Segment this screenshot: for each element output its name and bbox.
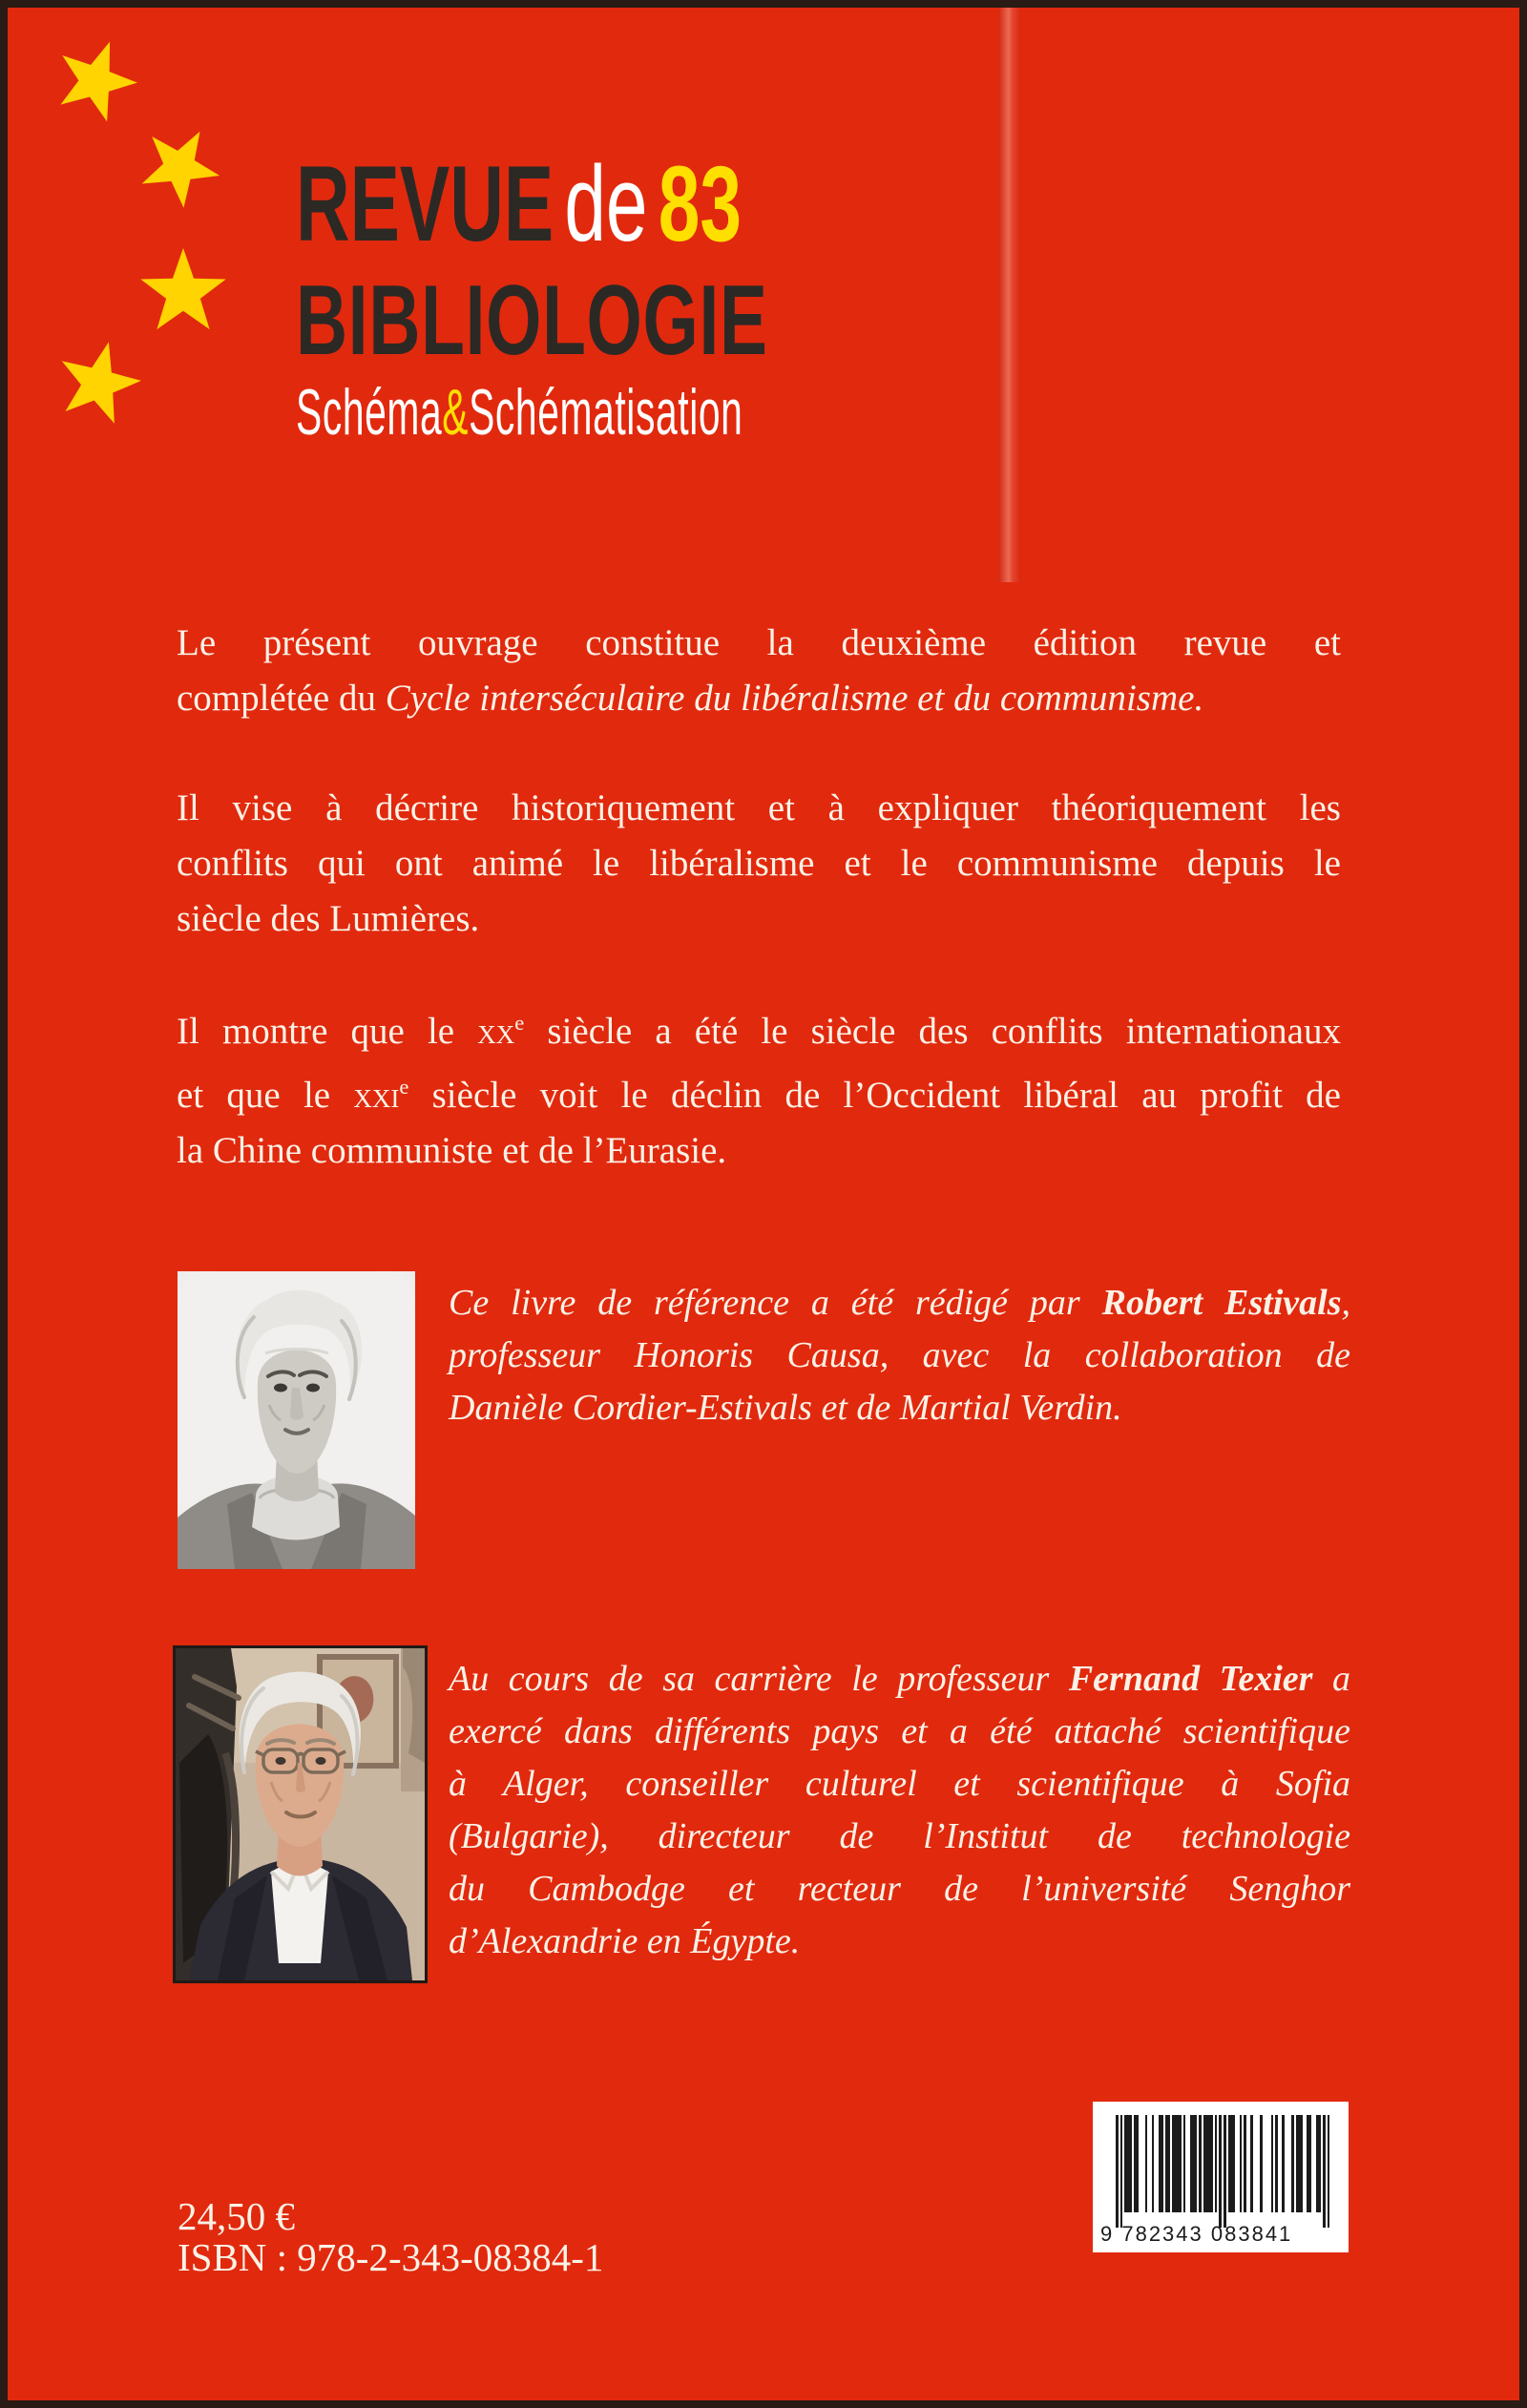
author-note-estivals — [449, 1277, 1350, 1434]
star-icon — [46, 331, 150, 435]
text-line: professeur Honoris Causa, avec la collaboration de — [449, 1335, 1350, 1375]
star-icon — [123, 111, 235, 222]
intro-paragraph-1 — [177, 616, 1341, 726]
robert-estivals-photo — [178, 1271, 415, 1569]
fernand-texier-photo — [173, 1645, 428, 1983]
star-icon — [138, 248, 228, 338]
text-line: siècle des Lumières. — [177, 898, 480, 939]
text-line: Danièle Cordier-Estivals et de Martial Verdin. — [449, 1388, 1122, 1428]
isbn-label: ISBN : 978-2-343-08384-1 — [178, 2235, 604, 2279]
text-line: Au cours de sa carrière le professeur Fernand Texier a — [449, 1659, 1351, 1699]
text-line: exercé dans différents pays et a été attaché scientifique — [449, 1711, 1350, 1751]
star-icon — [42, 28, 150, 136]
text-line: conflits qui ont animé le libéralisme et le communisme depuis le — [177, 843, 1341, 884]
text-line: et que le xxi$^e$ siècle voit le déclin de l’Occident libéral au profit de — [177, 1075, 1341, 1116]
text-line: d’Alexandrie en Égypte. — [449, 1921, 801, 1961]
barcode-bars — [1116, 2115, 1329, 2228]
text-line: complétée du Cycle interséculaire du libéralisme et du communisme. — [177, 678, 1204, 719]
author-note-texier — [449, 1653, 1350, 1968]
text-line: à Alger, conseiller culturel et scientifique à Sofia — [449, 1764, 1350, 1804]
text-line: Le présent ouvrage constitue la deuxième édition revue et — [177, 622, 1341, 663]
intro-paragraph-2 — [177, 781, 1341, 947]
logo-title-bibliologie: BIBLIOLOGIE — [296, 265, 768, 376]
cover-fold-seam — [998, 0, 1021, 582]
barcode — [1093, 2102, 1349, 2252]
barcode-number: 9 782343 083841 — [1100, 2222, 1293, 2246]
text-line: Il vise à décrire historiquement et à expliquer théoriquement les — [177, 787, 1341, 828]
text-line: du Cambodge et recteur de l’université Senghor — [449, 1869, 1350, 1909]
text-line: Il montre que le $xx^e$ siècle a été le siècle des conflits internationaux — [177, 1011, 1341, 1052]
logo-subtitle-schema-schematisation: Schéma&Schématisation — [296, 376, 743, 449]
text-line: (Bulgarie), directeur de l’Institut de technologie — [449, 1816, 1350, 1856]
price-label: 24,50 € — [178, 2194, 295, 2238]
intro-paragraph-3 — [177, 995, 1341, 1179]
logo-title-revue-de-83: REVUE de83 — [296, 144, 742, 263]
text-line: la Chine communiste et de l’Eurasie. — [177, 1130, 727, 1171]
text-line: Ce livre de référence a été rédigé par Robert Estivals, — [449, 1283, 1350, 1323]
